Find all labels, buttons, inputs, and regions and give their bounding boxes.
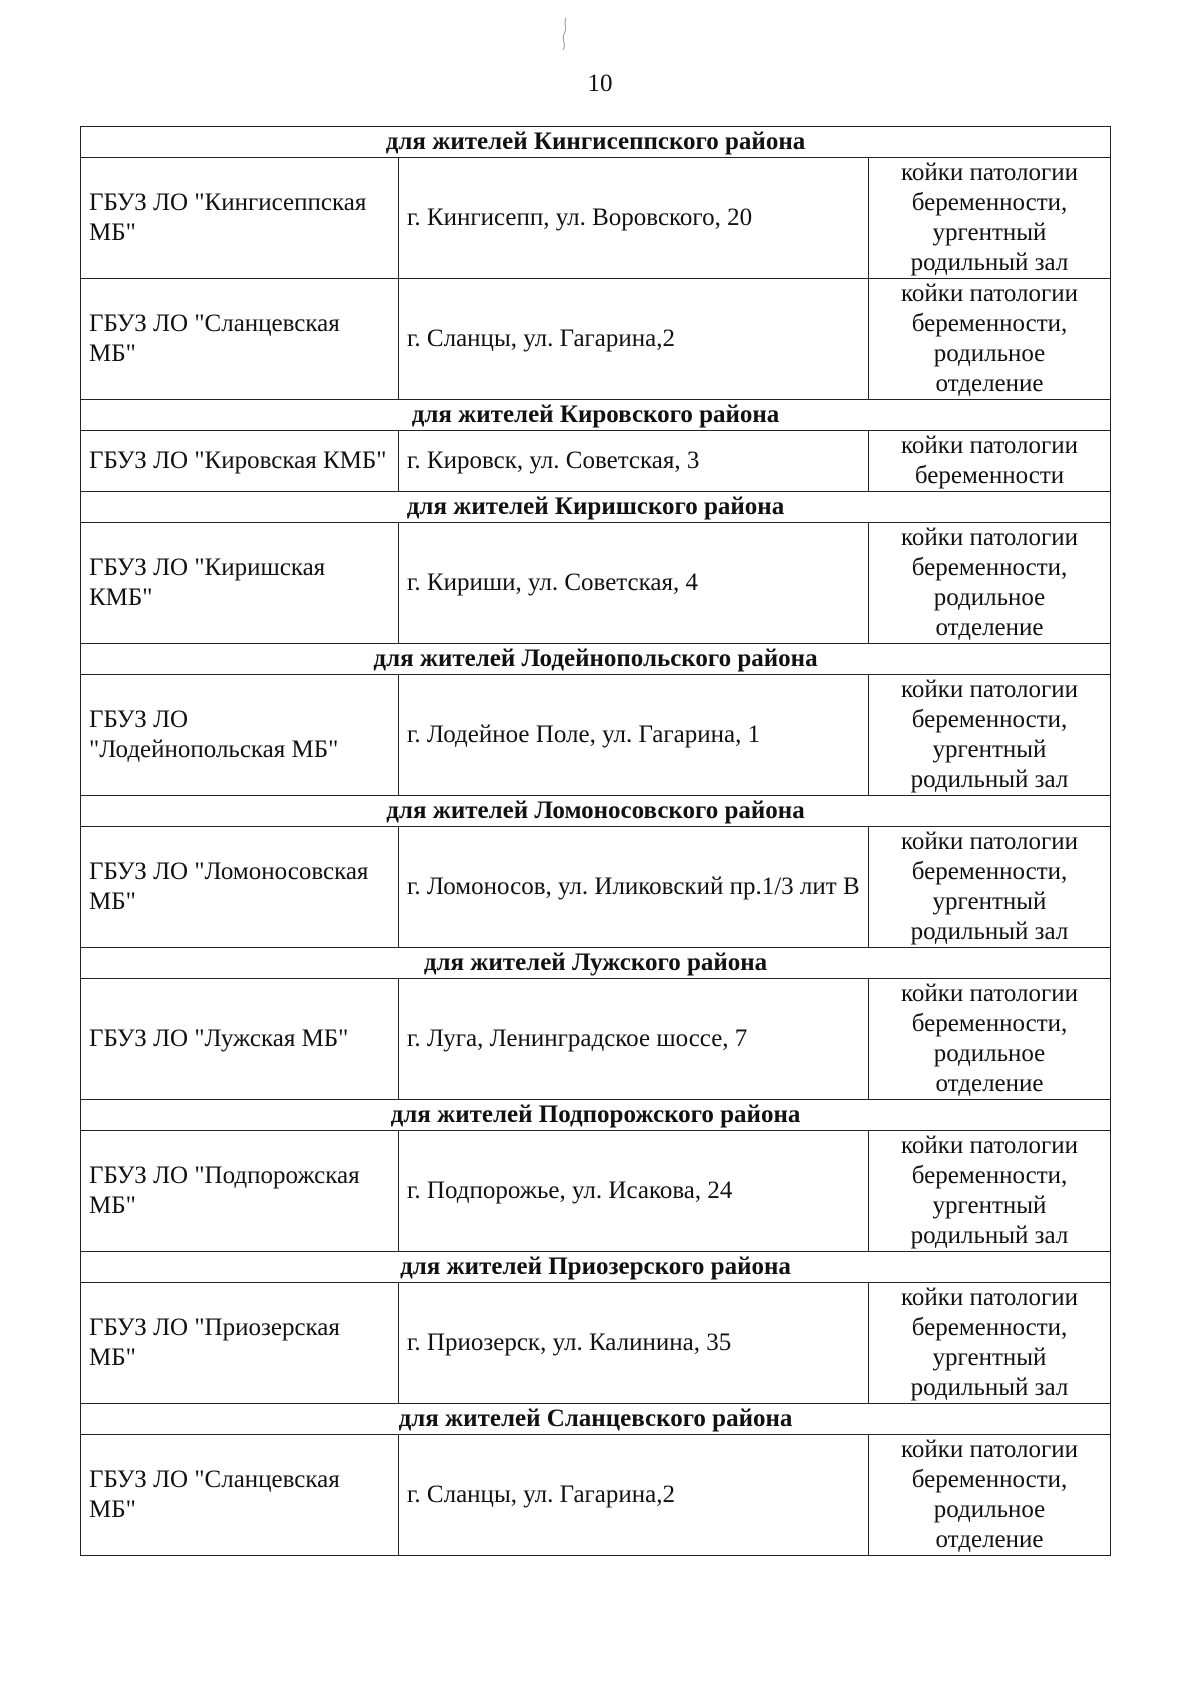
- services-cell: койки патологии беременности, ургентный родильный зал: [869, 675, 1111, 796]
- hospital-address: г. Сланцы, ул. Гагарина,2: [399, 279, 869, 400]
- hospital-address: г. Кировск, ул. Советская, 3: [399, 431, 869, 492]
- section-header: для жителей Кировского района: [81, 400, 1111, 431]
- hospital-address: г. Ломоносов, ул. Иликовский пр.1/3 лит В: [399, 827, 869, 948]
- section-header: для жителей Лужского района: [81, 948, 1111, 979]
- table-row: [81, 1435, 1111, 1556]
- table-row: [81, 979, 1111, 1100]
- services-cell: койки патологии беременности, ургентный родильный зал: [869, 1131, 1111, 1252]
- hospital-name: ГБУЗ ЛО "Кингисеппская МБ": [81, 158, 399, 279]
- table-row: [81, 827, 1111, 948]
- section-header: для жителей Ломоносовского района: [81, 796, 1111, 827]
- table-row: [81, 675, 1111, 796]
- hospital-name: ГБУЗ ЛО "Сланцевская МБ": [81, 279, 399, 400]
- table-row: [81, 523, 1111, 644]
- services-cell: койки патологии беременности, родильное отделение: [869, 279, 1111, 400]
- services-cell: койки патологии беременности: [869, 431, 1111, 492]
- section-header-row: [81, 1404, 1111, 1435]
- section-header-row: [81, 644, 1111, 675]
- services-cell: койки патологии беременности, ургентный родильный зал: [869, 827, 1111, 948]
- table-row: [81, 1131, 1111, 1252]
- hospital-table: [80, 126, 1111, 1556]
- section-header-row: [81, 1100, 1111, 1131]
- section-header-row: [81, 127, 1111, 158]
- hospital-name: ГБУЗ ЛО "Сланцевская МБ": [81, 1435, 399, 1556]
- services-cell: койки патологии беременности, ургентный родильный зал: [869, 158, 1111, 279]
- table-row: [81, 431, 1111, 492]
- section-header: для жителей Лодейнопольского района: [81, 644, 1111, 675]
- section-header: для жителей Приозерского района: [81, 1252, 1111, 1283]
- hospital-name: ГБУЗ ЛО "Киришская КМБ": [81, 523, 399, 644]
- services-cell: койки патологии беременности, родильное отделение: [869, 979, 1111, 1100]
- table-row: [81, 158, 1111, 279]
- section-header-row: [81, 492, 1111, 523]
- services-cell: койки патологии беременности, родильное отделение: [869, 523, 1111, 644]
- hospital-name: ГБУЗ ЛО "Кировская КМБ": [81, 431, 399, 492]
- hospital-address: г. Приозерск, ул. Калинина, 35: [399, 1283, 869, 1404]
- section-header: для жителей Подпорожского района: [81, 1100, 1111, 1131]
- hospital-address: г. Луга, Ленинградское шоссе, 7: [399, 979, 869, 1100]
- table-row: [81, 1283, 1111, 1404]
- section-header-row: [81, 796, 1111, 827]
- hospital-name: ГБУЗ ЛО "Лодейнопольская МБ": [81, 675, 399, 796]
- hospital-name: ГБУЗ ЛО "Приозерская МБ": [81, 1283, 399, 1404]
- hospital-address: г. Сланцы, ул. Гагарина,2: [399, 1435, 869, 1556]
- services-cell: койки патологии беременности, ургентный родильный зал: [869, 1283, 1111, 1404]
- hospital-address: г. Кириши, ул. Советская, 4: [399, 523, 869, 644]
- section-header: для жителей Киришского района: [81, 492, 1111, 523]
- hospital-address: г. Кингисепп, ул. Воровского, 20: [399, 158, 869, 279]
- hospital-address: г. Лодейное Поле, ул. Гагарина, 1: [399, 675, 869, 796]
- scan-mark: [558, 16, 572, 56]
- hospital-name: ГБУЗ ЛО "Лужская МБ": [81, 979, 399, 1100]
- section-header-row: [81, 1252, 1111, 1283]
- section-header-row: [81, 400, 1111, 431]
- hospital-address: г. Подпорожье, ул. Исакова, 24: [399, 1131, 869, 1252]
- services-cell: койки патологии беременности, родильное отделение: [869, 1435, 1111, 1556]
- page-number: 10: [587, 70, 613, 97]
- hospital-name: ГБУЗ ЛО "Ломоносовская МБ": [81, 827, 399, 948]
- table-row: [81, 279, 1111, 400]
- section-header: для жителей Кингисеппского района: [81, 127, 1111, 158]
- section-header: для жителей Сланцевского района: [81, 1404, 1111, 1435]
- section-header-row: [81, 948, 1111, 979]
- hospital-name: ГБУЗ ЛО "Подпорожская МБ": [81, 1131, 399, 1252]
